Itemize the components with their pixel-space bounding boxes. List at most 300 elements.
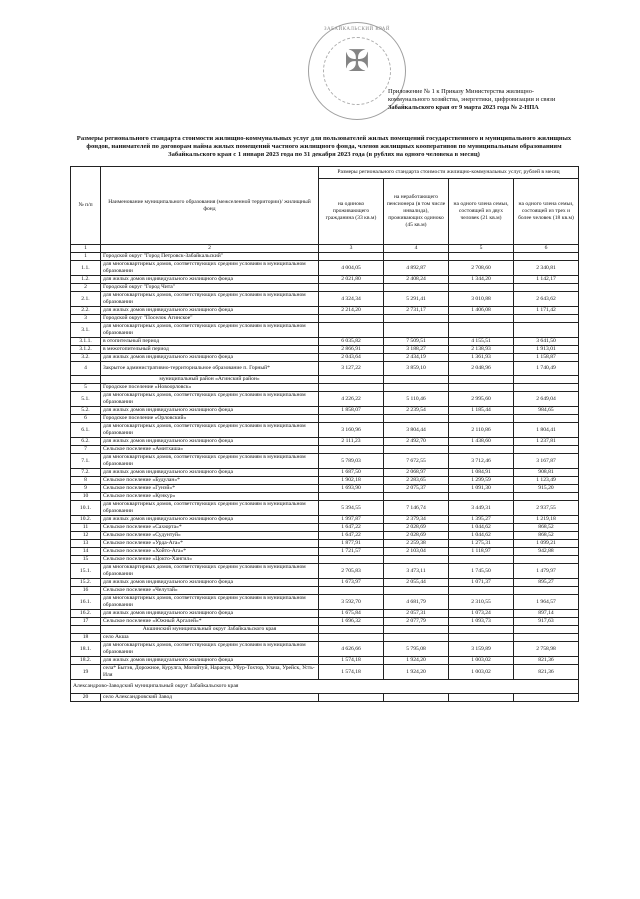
row-value: 1 158,87: [514, 354, 579, 362]
row-value: [384, 634, 449, 642]
table-row: [71, 579, 579, 587]
row-name: Сельское поселение «Урда-Ага»*: [101, 540, 319, 548]
row-value: [384, 587, 449, 595]
row-value: 1 924,20: [384, 665, 449, 680]
row-value: 2 708,60: [449, 261, 514, 276]
row-value: 3 804,44: [384, 423, 449, 438]
row-value: 2 028,69: [384, 532, 449, 540]
col-header-single: на одиноко проживающего гражданина (33 кв.м): [319, 179, 384, 245]
row-value: 3 641,50: [514, 338, 579, 346]
table-row: [71, 261, 579, 276]
row-value: 2 068,97: [384, 469, 449, 477]
appendix-line-3: Забайкальского края от 9 марта 2023 года № 2-НПА: [388, 104, 539, 111]
table-row: [71, 626, 579, 634]
row-number: 15.2.: [71, 579, 101, 587]
row-value: [319, 694, 384, 702]
table-row: [71, 665, 579, 680]
row-value: [449, 384, 514, 392]
row-number: 11: [71, 524, 101, 532]
row-value: [384, 446, 449, 454]
row-value: 942,88: [514, 548, 579, 556]
row-value: [449, 415, 514, 423]
row-value: 1 118,97: [449, 548, 514, 556]
table-row: [71, 384, 579, 392]
row-number: 2.2.: [71, 307, 101, 315]
row-value: [449, 587, 514, 595]
row-number: 1: [71, 253, 101, 261]
row-value: 2 731,17: [384, 307, 449, 315]
col-header-three-plus: на одного члена семьи, состоящей из трех и более человек (18 кв.м): [514, 179, 579, 245]
row-value: [514, 384, 579, 392]
table-row: [71, 276, 579, 284]
row-number: 10.2.: [71, 516, 101, 524]
row-value: 4 681,79: [384, 595, 449, 610]
row-name: в межотопительный период: [101, 346, 319, 354]
row-value: [319, 415, 384, 423]
col-index: 3: [319, 245, 384, 253]
row-name: для жилых домов индивидуального жилищного фонда: [101, 276, 319, 284]
row-number: 3.1.2.: [71, 346, 101, 354]
row-value: 5 795,08: [384, 642, 449, 657]
row-name: для жилых домов индивидуального жилищного фонда: [101, 307, 319, 315]
row-value: [319, 587, 384, 595]
row-value: 2 866,91: [319, 346, 384, 354]
row-value: 3 160,96: [319, 423, 384, 438]
row-value: 2 138,93: [449, 346, 514, 354]
row-value: 2 758,98: [514, 642, 579, 657]
col-header-pensioner: на неработающего пенсионера (в том числе инвалида), проживающих одиноко (45 кв.м): [384, 179, 449, 245]
row-value: 1 044,62: [449, 532, 514, 540]
document-title: Размеры регионального стандарта стоимости жилищно-коммунальных услуг для пользователей жилых помещений государственного и муниципального жилищных фондов, нанимателей по договорам найма жилых помещений частного жилищного фонда, членов жилищных кооперативов по муниципальным образованиям Забайкальского края с 1 января 2023 года по 31 декабря 2023 года (в рублях на одного человека в месяц): [76, 135, 572, 158]
row-value: 2 492,70: [384, 438, 449, 446]
row-value: [514, 415, 579, 423]
table-row: [71, 284, 579, 292]
row-value: 1 902,18: [319, 477, 384, 485]
appendix-note: [388, 88, 578, 112]
row-value: 1 344,20: [449, 276, 514, 284]
row-value: 908,81: [514, 469, 579, 477]
row-number: 18: [71, 634, 101, 642]
row-value: [319, 446, 384, 454]
row-value: [384, 315, 449, 323]
table-row: [71, 618, 579, 626]
row-value: 2 379,34: [384, 516, 449, 524]
row-number: 3.1.1.: [71, 338, 101, 346]
row-value: 1 185,44: [449, 407, 514, 415]
row-value: 2 048,96: [449, 362, 514, 376]
row-value: 4 892,87: [384, 261, 449, 276]
table-row: [71, 501, 579, 516]
row-value: 1 804,41: [514, 423, 579, 438]
row-number: 8: [71, 477, 101, 485]
row-value: [319, 384, 384, 392]
row-value: 2 259,38: [384, 540, 449, 548]
row-value: 2 057,31: [384, 610, 449, 618]
table-row: [71, 469, 579, 477]
row-value: [384, 253, 449, 261]
row-value: 1 044,62: [449, 524, 514, 532]
row-number: 16.1.: [71, 595, 101, 610]
row-number: 6: [71, 415, 101, 423]
row-value: 2 283,65: [384, 477, 449, 485]
row-value: [514, 323, 579, 338]
row-value: 2 705,83: [319, 564, 384, 579]
row-name: Сельское поселение «Цокто-Хангил»: [101, 556, 319, 564]
row-value: 1 219,18: [514, 516, 579, 524]
row-value: [319, 284, 384, 292]
row-value: 2 214,20: [319, 307, 384, 315]
table-row: [71, 548, 579, 556]
table-row: [71, 438, 579, 446]
row-name: для многоквартирных домов, соответствующих средним условиям в муниципальном образовании: [101, 454, 319, 469]
seal-text: ЗАБАЙКАЛЬСКИЙ КРАЙ: [323, 27, 391, 32]
row-value: 1 438,60: [449, 438, 514, 446]
row-value: 1 964,57: [514, 595, 579, 610]
row-value: 1 740,49: [514, 362, 579, 376]
row-number: [71, 626, 101, 634]
row-number: [71, 376, 101, 384]
row-value: [514, 284, 579, 292]
row-name: Городской округ "Город Чита": [101, 284, 319, 292]
row-value: 1 647,22: [319, 524, 384, 532]
row-number: 18.2.: [71, 657, 101, 665]
row-name: для жилых домов индивидуального жилищного фонда: [101, 579, 319, 587]
table-row: [71, 587, 579, 595]
row-value: 895,27: [514, 579, 579, 587]
row-value: 3 188,27: [384, 346, 449, 354]
row-value: 1 091,30: [449, 485, 514, 493]
row-value: 1 123,49: [514, 477, 579, 485]
row-name: Сельское поселение «Будулан»*: [101, 477, 319, 485]
table-row: [71, 485, 579, 493]
row-number: 5: [71, 384, 101, 392]
row-number: 2.1.: [71, 292, 101, 307]
row-name: Городское поселение «Новоорловск»: [101, 384, 319, 392]
row-value: 4 626,66: [319, 642, 384, 657]
row-value: 2 021,80: [319, 276, 384, 284]
table-row: [71, 307, 579, 315]
row-value: [319, 376, 384, 384]
row-value: 1 361,93: [449, 354, 514, 362]
row-name: Сельское поселение «Кункур»: [101, 493, 319, 501]
table-row: [71, 292, 579, 307]
row-value: 917,63: [514, 618, 579, 626]
table-row: [71, 423, 579, 438]
row-value: [319, 556, 384, 564]
row-number: 16.2.: [71, 610, 101, 618]
table-row: [71, 415, 579, 423]
row-value: [514, 556, 579, 564]
row-name: для многоквартирных домов, соответствующих средним условиям в муниципальном образовании: [101, 595, 319, 610]
row-value: 3 127,22: [319, 362, 384, 376]
row-value: [514, 376, 579, 384]
row-value: 1 171,42: [514, 307, 579, 315]
row-number: 16: [71, 587, 101, 595]
row-value: 1 093,73: [449, 618, 514, 626]
row-value: [449, 323, 514, 338]
row-value: 1 574,18: [319, 665, 384, 680]
row-name: Сельское поселение «Амитхаша»: [101, 446, 319, 454]
row-name: для многоквартирных домов, соответствующих средним условиям в муниципальном образовании: [101, 392, 319, 407]
table-row: [71, 376, 579, 384]
row-value: 2 110,86: [449, 423, 514, 438]
row-number: 5.1.: [71, 392, 101, 407]
row-value: 1 924,20: [384, 657, 449, 665]
row-name: для многоквартирных домов, соответствующих средним условиям в муниципальном образовании: [101, 423, 319, 438]
row-number: 13: [71, 540, 101, 548]
row-value: [514, 253, 579, 261]
row-value: 2 408,24: [384, 276, 449, 284]
row-value: 1 406,08: [449, 307, 514, 315]
row-value: 1 745,50: [449, 564, 514, 579]
row-value: [449, 376, 514, 384]
row-name: для многоквартирных домов, соответствующих средним условиям в муниципальном образовании: [101, 501, 319, 516]
row-value: [384, 323, 449, 338]
table-row: [71, 564, 579, 579]
row-name: села* Бытэв, Дорожное, Курулга, Могойтуй, Нарасун, Убур-Тохтор, Улача, Урейск, Усть-Иля: [101, 665, 319, 680]
col-index: 5: [449, 245, 514, 253]
row-number: 15: [71, 556, 101, 564]
table-row: [71, 338, 579, 346]
table-row: [71, 524, 579, 532]
table-row: [71, 315, 579, 323]
row-value: [514, 493, 579, 501]
row-value: [319, 315, 384, 323]
row-value: 1 574,18: [319, 657, 384, 665]
row-value: [384, 626, 449, 634]
row-value: 4 226,22: [319, 392, 384, 407]
row-value: [514, 626, 579, 634]
row-value: 2 310,55: [449, 595, 514, 610]
row-name: для многоквартирных домов, соответствующих средним условиям в муниципальном образовании: [101, 261, 319, 276]
row-number: 15.1.: [71, 564, 101, 579]
row-value: 2 995,60: [449, 392, 514, 407]
row-name: в отопительный период: [101, 338, 319, 346]
col-header-two-person: на одного члена семьи, состоящей из двух человек (21 кв.м): [449, 179, 514, 245]
row-value: 821,36: [514, 665, 579, 680]
row-value: 897,14: [514, 610, 579, 618]
row-number: 7.1.: [71, 454, 101, 469]
row-value: 2 434,19: [384, 354, 449, 362]
row-value: 3 010,88: [449, 292, 514, 307]
row-name: Городской округ "Поселок Агинское": [101, 315, 319, 323]
row-value: 5 789,03: [319, 454, 384, 469]
table-row: [71, 532, 579, 540]
row-value: 1 647,22: [319, 532, 384, 540]
row-value: 868,52: [514, 532, 579, 540]
table-row: [71, 634, 579, 642]
row-value: [449, 694, 514, 702]
row-value: [514, 694, 579, 702]
row-number: 3.2.: [71, 354, 101, 362]
row-value: [384, 415, 449, 423]
row-value: [319, 253, 384, 261]
row-value: 7 146,74: [384, 501, 449, 516]
row-value: 1 237,81: [514, 438, 579, 446]
row-value: 7 509,51: [384, 338, 449, 346]
row-name: Закрытое административно-территориальное образование п. Горный*: [101, 362, 319, 376]
row-value: 2 340,81: [514, 261, 579, 276]
row-value: 2 075,37: [384, 485, 449, 493]
table-row: [71, 454, 579, 469]
row-value: 1 693,90: [319, 485, 384, 493]
row-name: для жилых домов индивидуального жилищного фонда: [101, 438, 319, 446]
row-name: Городское поселение «Орловский»: [101, 415, 319, 423]
row-name: Сельское поселение «Судунтуй»: [101, 532, 319, 540]
row-number: 17: [71, 618, 101, 626]
row-value: 1 673,97: [319, 579, 384, 587]
row-value: [514, 446, 579, 454]
appendix-line-1: Приложение № 1 к Приказу Министерства жилищно-: [388, 88, 535, 95]
table-row: [71, 392, 579, 407]
row-value: [449, 284, 514, 292]
row-number: 3: [71, 315, 101, 323]
table-row: [71, 595, 579, 610]
col-header-name: Наименование муниципального образования (межселенной территории)/ жилищный фонд: [101, 167, 319, 245]
table-row: [71, 680, 579, 694]
row-value: 1 687,50: [319, 469, 384, 477]
row-number: 14: [71, 548, 101, 556]
table-row: [71, 493, 579, 501]
row-name: Городской округ "Город Петровск-Забайкальский": [101, 253, 319, 261]
row-name: для многоквартирных домов, соответствующих средним условиям в муниципальном образовании: [101, 642, 319, 657]
row-value: [449, 626, 514, 634]
row-value: [514, 315, 579, 323]
table-row: [71, 346, 579, 354]
row-number: 4: [71, 362, 101, 376]
table-row: [71, 516, 579, 524]
row-value: [384, 284, 449, 292]
row-value: [449, 253, 514, 261]
row-name: для многоквартирных домов, соответствующих средним условиям в муниципальном образовании: [101, 292, 319, 307]
row-value: 915,20: [514, 485, 579, 493]
row-value: 1 479,97: [514, 564, 579, 579]
row-value: 984,65: [514, 407, 579, 415]
table-row: [71, 556, 579, 564]
row-value: [384, 694, 449, 702]
row-value: 1 913,01: [514, 346, 579, 354]
row-value: 3 449,31: [449, 501, 514, 516]
row-number: 5.2.: [71, 407, 101, 415]
row-value: 1 299,59: [449, 477, 514, 485]
table-row: [71, 446, 579, 454]
row-name: село Акша: [101, 634, 319, 642]
row-value: 1 858,07: [319, 407, 384, 415]
row-name: для жилых домов индивидуального жилищного фонда: [101, 469, 319, 477]
row-value: [384, 556, 449, 564]
row-value: [449, 315, 514, 323]
col-index: 6: [514, 245, 579, 253]
row-number: 6.1.: [71, 423, 101, 438]
row-name: Сельское поселение «Хойто-Ага»*: [101, 548, 319, 556]
col-index: 4: [384, 245, 449, 253]
row-value: 4 324,34: [319, 292, 384, 307]
row-name: Сельское поселение «Южный Аргалей»*: [101, 618, 319, 626]
row-name: для жилых домов индивидуального жилищного фонда: [101, 407, 319, 415]
row-value: [319, 323, 384, 338]
row-number: 18.1.: [71, 642, 101, 657]
row-value: 3 159,89: [449, 642, 514, 657]
row-value: 3 859,10: [384, 362, 449, 376]
row-number: 10.1.: [71, 501, 101, 516]
col-header-group: Размеры регионального стандарта стоимости жилищно-коммунальных услуг, рублей в месяц: [319, 167, 579, 179]
row-value: 3 592,70: [319, 595, 384, 610]
row-value: 1 003,02: [449, 657, 514, 665]
row-name: для жилых домов индивидуального жилищного фонда: [101, 610, 319, 618]
col-header-number: № п/п: [71, 167, 101, 245]
row-value: 6 035,82: [319, 338, 384, 346]
row-name: Сельское поселение «Челутай»: [101, 587, 319, 595]
row-value: [449, 556, 514, 564]
row-value: 1 675,84: [319, 610, 384, 618]
col-index: 2: [101, 245, 319, 253]
table-row: [71, 477, 579, 485]
row-value: [319, 626, 384, 634]
row-name: село Александровский Завод: [101, 694, 319, 702]
row-value: 7 672,55: [384, 454, 449, 469]
table-row: [71, 540, 579, 548]
row-value: 1 395,27: [449, 516, 514, 524]
table-row: [71, 657, 579, 665]
row-number: 12: [71, 532, 101, 540]
row-name: для жилых домов индивидуального жилищного фонда: [101, 354, 319, 362]
row-value: 1 084,91: [449, 469, 514, 477]
col-index: 1: [71, 245, 101, 253]
row-number: 1.2.: [71, 276, 101, 284]
row-value: 1 275,31: [449, 540, 514, 548]
row-value: [319, 493, 384, 501]
table-body: [71, 253, 579, 702]
row-value: 3 473,11: [384, 564, 449, 579]
row-value: 1 877,91: [319, 540, 384, 548]
row-value: [384, 376, 449, 384]
appendix-line-2: коммунального хозяйства, энергетики, цифровизации и связи: [388, 96, 556, 103]
row-value: [384, 384, 449, 392]
row-name: Александрово-Заводский муниципальный округ Забайкальского края: [71, 680, 579, 694]
row-value: 1 997,87: [319, 516, 384, 524]
row-value: 1 071,37: [449, 579, 514, 587]
table-row: [71, 323, 579, 338]
row-value: 1 073,24: [449, 610, 514, 618]
row-number: 10: [71, 493, 101, 501]
row-value: 1 696,32: [319, 618, 384, 626]
row-value: 2 111,23: [319, 438, 384, 446]
row-value: 2 239,54: [384, 407, 449, 415]
row-value: [449, 446, 514, 454]
row-value: 5 394,55: [319, 501, 384, 516]
table-row: [71, 354, 579, 362]
row-value: 4 004,05: [319, 261, 384, 276]
table-row: [71, 642, 579, 657]
row-value: [319, 634, 384, 642]
row-name: для жилых домов индивидуального жилищного фонда: [101, 516, 319, 524]
table-row: [71, 694, 579, 702]
table-row: [71, 362, 579, 376]
row-number: 7: [71, 446, 101, 454]
row-number: 9: [71, 485, 101, 493]
row-value: [514, 634, 579, 642]
row-number: 3.1.: [71, 323, 101, 338]
table-row: [71, 407, 579, 415]
row-number: 7.2.: [71, 469, 101, 477]
row-value: 2 028,69: [384, 524, 449, 532]
row-value: 1 142,17: [514, 276, 579, 284]
row-value: 3 167,87: [514, 454, 579, 469]
row-value: 2 643,62: [514, 292, 579, 307]
table-row: [71, 253, 579, 261]
row-value: [384, 493, 449, 501]
row-name: Сельское поселение «Сахюрта»*: [101, 524, 319, 532]
